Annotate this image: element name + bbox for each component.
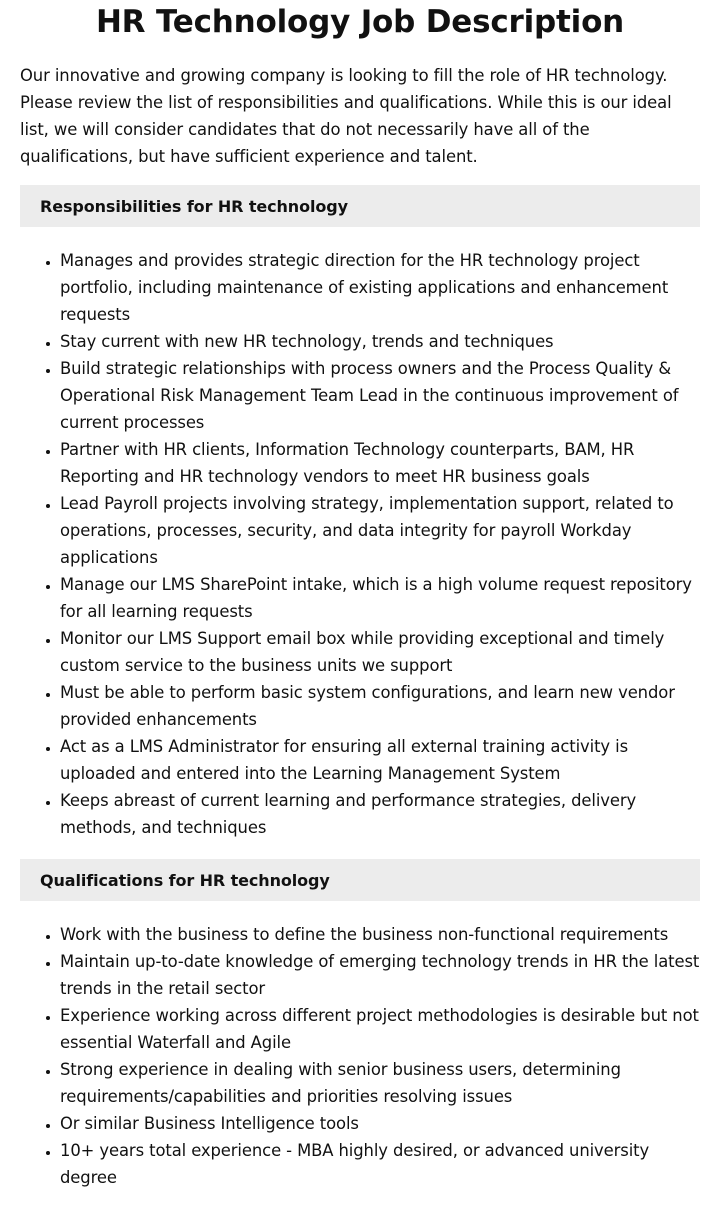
qualifications-heading: Qualifications for HR technology [40, 870, 330, 890]
responsibilities-section-header [20, 185, 700, 227]
intro-paragraph: Our innovative and growing company is looking to fill the role of HR technology. Please review the list of responsibilities and qualifications. While this is our ideal list, we will consider candidates that do not necessarily have all of the qualifications, but have sufficient experience and talent. [20, 66, 672, 166]
list-item: • Strong experience in dealing with senior business users, determining requirements/capabilities and priorities resolving issues [60, 1056, 700, 1110]
list-item: • Lead Payroll projects involving strategy, implementation support, related to operations, processes, security, and data integrity for payroll Workday applications [60, 490, 700, 571]
page-title: HR Technology Job Description [95, 4, 625, 40]
list-item: • Manages and provides strategic direction for the HR technology project portfolio, including maintenance of existing applications and enhancement requests [60, 247, 700, 328]
list-item: • Build strategic relationships with process owners and the Process Quality & Operational Risk Management Team Lead in the continuous improvement of current processes [60, 355, 700, 436]
list-item: • Manage our LMS SharePoint intake, which is a high volume request repository for all learning requests [60, 571, 700, 625]
qualifications-section-header [20, 859, 700, 901]
responsibilities-heading: Responsibilities for HR technology [40, 196, 348, 216]
list-item: • 10+ years total experience - MBA highly desired, or advanced university degree [60, 1137, 700, 1191]
qualifications-list [20, 921, 700, 1191]
list-item: • Keeps abreast of current learning and performance strategies, delivery methods, and techniques [60, 787, 700, 841]
list-item: • Work with the business to define the business non-functional requirements [60, 921, 700, 948]
list-item: • Monitor our LMS Support email box while providing exceptional and timely custom service to the business units we support [60, 625, 700, 679]
list-item: • Must be able to perform basic system configurations, and learn new vendor provided enhancements [60, 679, 700, 733]
responsibilities-list [20, 247, 700, 841]
list-item: • Or similar Business Intelligence tools [60, 1110, 700, 1137]
list-item: • Partner with HR clients, Information Technology counterparts, BAM, HR Reporting and HR technology vendors to meet HR business goals [60, 436, 700, 490]
list-item: • Act as a LMS Administrator for ensuring all external training activity is uploaded and entered into the Learning Management System [60, 733, 700, 787]
list-item: • Experience working across different project methodologies is desirable but not essential Waterfall and Agile [60, 1002, 700, 1056]
list-item: • Maintain up-to-date knowledge of emerging technology trends in HR the latest trends in the retail sector [60, 948, 700, 1002]
list-item: • Stay current with new HR technology, trends and techniques [60, 328, 700, 355]
